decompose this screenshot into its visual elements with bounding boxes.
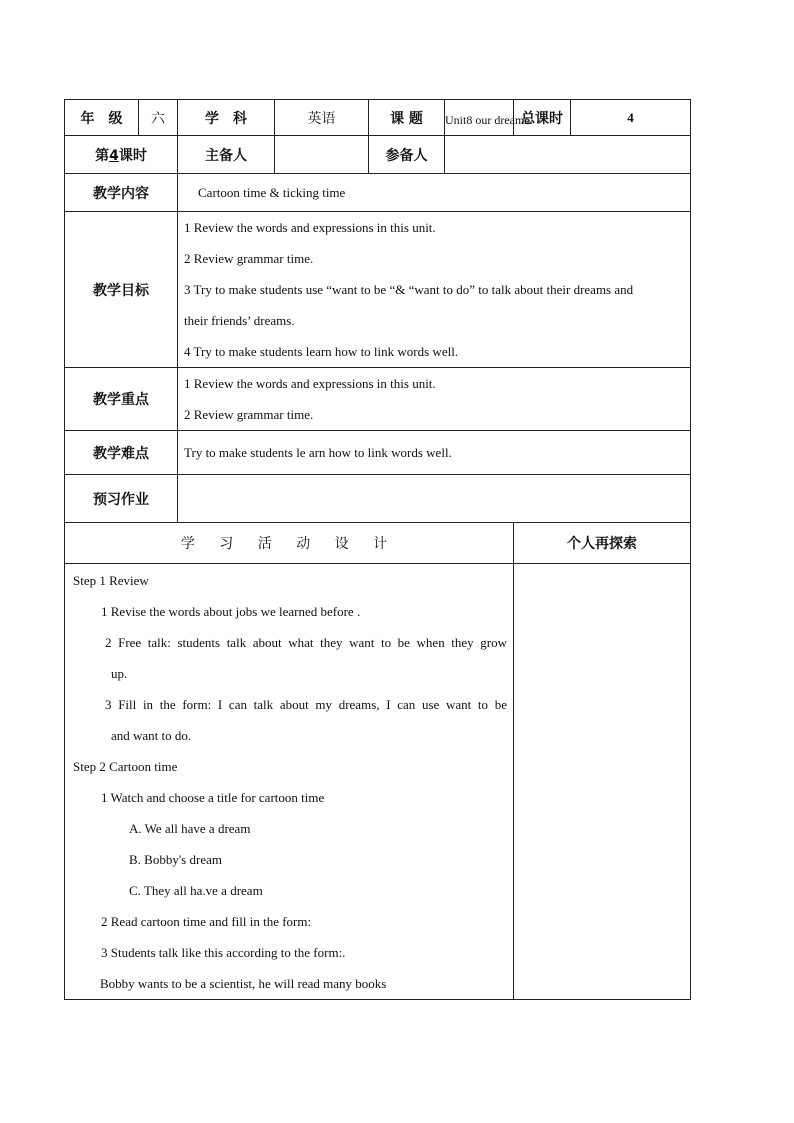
grade-value: 六 [139, 100, 178, 136]
lesson-number: 4 [109, 147, 119, 164]
main-preparer-label: 主备人 [178, 136, 275, 174]
activity-line: 2 Read cartoon time and fill in the form: [101, 914, 312, 929]
header-row-1 [65, 100, 691, 136]
activity-body-cell [65, 564, 514, 1000]
total-lessons-label: 总课时 [514, 100, 571, 136]
grade-label: 年 级 [65, 100, 139, 136]
subject-value: 英语 [275, 100, 369, 136]
key-point-line: 1 Review the words and expressions in this unit. [184, 376, 436, 391]
difficulties-label: 教学难点 [65, 431, 178, 475]
content-label: 教学内容 [65, 174, 178, 212]
lesson-number-cell [65, 136, 178, 174]
objectives-cell [178, 212, 691, 368]
key-point-line: 2 Review grammar time. [184, 407, 314, 422]
key-points-row [65, 368, 691, 431]
activity-line: 2 Free talk: students talk about what they want to be when they grow [105, 635, 507, 650]
activity-line: Bobby wants to be a scientist, he will read many books [100, 976, 387, 991]
header-row-2 [65, 136, 691, 174]
preview-row [65, 475, 691, 523]
lesson-plan [64, 99, 690, 1000]
difficulties-row [65, 431, 691, 475]
key-points-cell [178, 368, 691, 431]
activity-body-row [65, 564, 691, 1000]
activity-line: B. Bobby's dream [129, 852, 222, 867]
objective-line: 1 Review the words and expressions in this unit. [184, 220, 436, 235]
lesson-suffix: 课时 [118, 147, 147, 164]
content-value: Cartoon time & ticking time [178, 174, 691, 212]
activity-line: Step 1 Review [73, 573, 149, 588]
key-points-label: 教学重点 [65, 368, 178, 431]
activity-header-row [65, 523, 691, 564]
main-preparer-value [275, 136, 369, 174]
personal-explore-label: 个人再探索 [514, 523, 691, 564]
content-row [65, 174, 691, 212]
activity-line: 1 Watch and choose a title for cartoon time [101, 790, 325, 805]
activity-line: 3 Students talk like this according to the form:. [101, 945, 346, 960]
topic-label: 课 题 [369, 100, 445, 136]
objective-line: 3 Try to make students use “want to be “& “want to do” to talk about their dreams and [184, 282, 634, 297]
objective-line: 4 Try to make students learn how to link words well. [184, 344, 459, 359]
preview-value [178, 475, 691, 523]
personal-explore-cell [514, 564, 691, 1000]
lesson-plan-table [64, 99, 691, 1000]
activity-line: up. [111, 666, 128, 681]
activity-line: 1 Revise the words about jobs we learned before . [101, 604, 361, 619]
activity-line: C. They all ha.ve a dream [129, 883, 263, 898]
activity-design-label: 学 习 活 动 设 计 [65, 523, 514, 564]
co-preparer-label: 参备人 [369, 136, 445, 174]
objectives-label: 教学目标 [65, 212, 178, 368]
activity-line: A. We all have a dream [129, 821, 251, 836]
objective-line: 2 Review grammar time. [184, 251, 314, 266]
co-preparer-value [445, 136, 691, 174]
topic-value: Unit8 our dreams [445, 100, 514, 136]
activity-line: and want to do. [111, 728, 192, 743]
difficulties-value: Try to make students le arn how to link words well. [178, 431, 691, 475]
total-lessons-value: 4 [571, 100, 691, 136]
activity-line: Step 2 Cartoon time [73, 759, 178, 774]
objective-line: their friends’ dreams. [184, 313, 295, 328]
objectives-row [65, 212, 691, 368]
lesson-prefix: 第 [95, 147, 110, 164]
subject-label: 学 科 [178, 100, 275, 136]
preview-label: 预习作业 [65, 475, 178, 523]
activity-line: 3 Fill in the form: I can talk about my dreams, I can use want to be [105, 697, 507, 712]
